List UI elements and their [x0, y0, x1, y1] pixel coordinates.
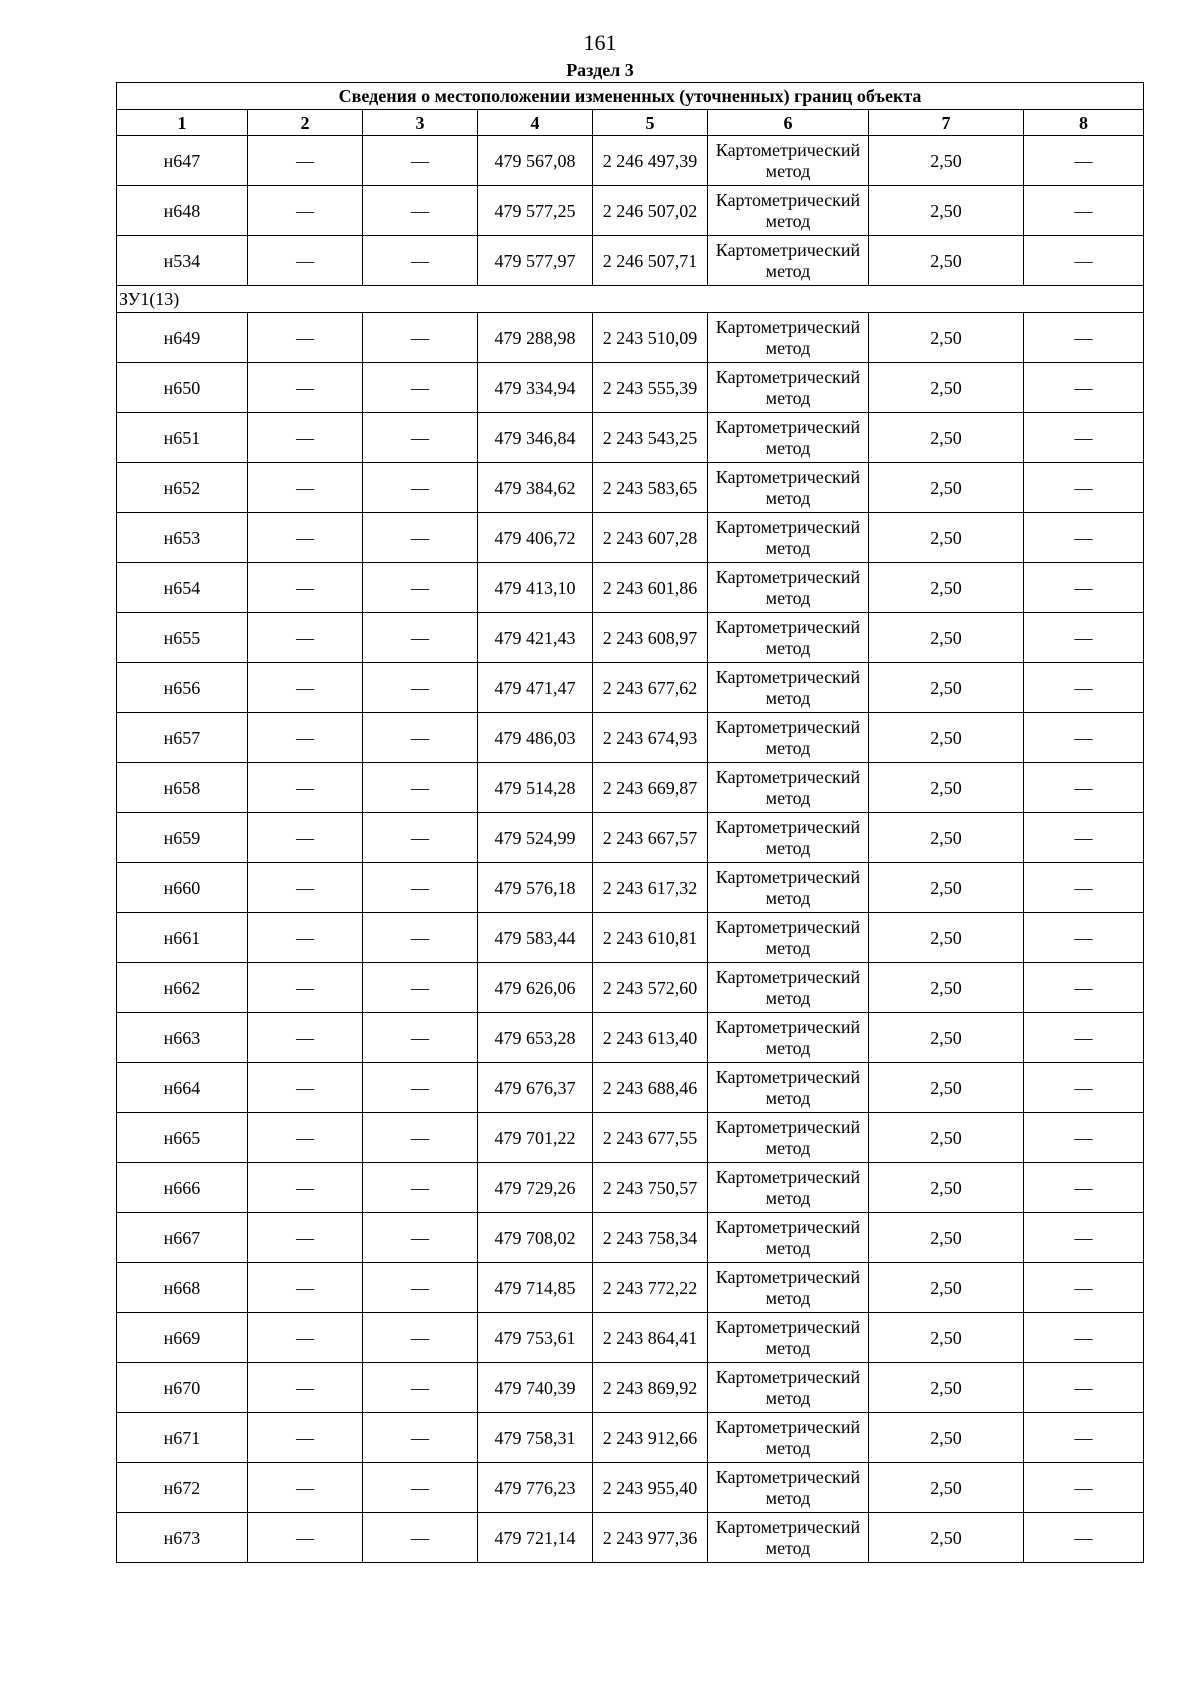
method-cell: Картометрический метод [708, 1413, 869, 1463]
table-row [117, 1013, 1144, 1063]
col3-cell: — [363, 713, 478, 763]
accuracy-cell: 2,50 [869, 313, 1024, 363]
col3-cell: — [363, 963, 478, 1013]
col8-cell: — [1024, 1013, 1144, 1063]
point-id-cell: н653 [117, 513, 248, 563]
point-id-cell: н652 [117, 463, 248, 513]
x-coordinate-cell: 479 346,84 [478, 413, 593, 463]
column-header-6: 6 [708, 110, 869, 136]
y-coordinate-cell: 2 243 677,62 [593, 663, 708, 713]
method-cell: Картометрический метод [708, 513, 869, 563]
accuracy-cell: 2,50 [869, 1213, 1024, 1263]
x-coordinate-cell: 479 758,31 [478, 1413, 593, 1463]
method-cell: Картометрический метод [708, 1213, 869, 1263]
table-row [117, 363, 1144, 413]
col3-cell: — [363, 236, 478, 286]
method-cell: Картометрический метод [708, 1063, 869, 1113]
col2-cell: — [248, 186, 363, 236]
col8-cell: — [1024, 1263, 1144, 1313]
y-coordinate-cell: 2 243 758,34 [593, 1213, 708, 1263]
y-coordinate-cell: 2 243 617,32 [593, 863, 708, 913]
x-coordinate-cell: 479 701,22 [478, 1113, 593, 1163]
y-coordinate-cell: 2 243 601,86 [593, 563, 708, 613]
y-coordinate-cell: 2 243 864,41 [593, 1313, 708, 1363]
accuracy-cell: 2,50 [869, 1163, 1024, 1213]
table-row [117, 763, 1144, 813]
col3-cell: — [363, 1313, 478, 1363]
y-coordinate-cell: 2 246 507,71 [593, 236, 708, 286]
accuracy-cell: 2,50 [869, 663, 1024, 713]
table-row [117, 186, 1144, 236]
col8-cell: — [1024, 363, 1144, 413]
method-cell: Картометрический метод [708, 763, 869, 813]
method-cell: Картометрический метод [708, 813, 869, 863]
col8-cell: — [1024, 1413, 1144, 1463]
col3-cell: — [363, 313, 478, 363]
col8-cell: — [1024, 963, 1144, 1013]
col8-cell: — [1024, 413, 1144, 463]
col8-cell: — [1024, 1163, 1144, 1213]
col3-cell: — [363, 1363, 478, 1413]
table-row [117, 1413, 1144, 1463]
col3-cell: — [363, 186, 478, 236]
accuracy-cell: 2,50 [869, 1363, 1024, 1413]
table-row [117, 1163, 1144, 1213]
x-coordinate-cell: 479 486,03 [478, 713, 593, 763]
col8-cell: — [1024, 1063, 1144, 1113]
column-header-4: 4 [478, 110, 593, 136]
point-id-cell: н534 [117, 236, 248, 286]
table-row [117, 236, 1144, 286]
col3-cell: — [363, 613, 478, 663]
table-row [117, 413, 1144, 463]
column-header-1: 1 [117, 110, 248, 136]
accuracy-cell: 2,50 [869, 1263, 1024, 1313]
accuracy-cell: 2,50 [869, 1313, 1024, 1363]
x-coordinate-cell: 479 653,28 [478, 1013, 593, 1063]
point-id-cell: н647 [117, 136, 248, 186]
col3-cell: — [363, 1413, 478, 1463]
x-coordinate-cell: 479 729,26 [478, 1163, 593, 1213]
col8-cell: — [1024, 913, 1144, 963]
col2-cell: — [248, 613, 363, 663]
col2-cell: — [248, 363, 363, 413]
y-coordinate-cell: 2 243 667,57 [593, 813, 708, 863]
method-cell: Картометрический метод [708, 1313, 869, 1363]
col3-cell: — [363, 513, 478, 563]
col8-cell: — [1024, 1213, 1144, 1263]
y-coordinate-cell: 2 243 608,97 [593, 613, 708, 663]
col3-cell: — [363, 813, 478, 863]
y-coordinate-cell: 2 243 510,09 [593, 313, 708, 363]
point-id-cell: н648 [117, 186, 248, 236]
accuracy-cell: 2,50 [869, 1063, 1024, 1113]
x-coordinate-cell: 479 567,08 [478, 136, 593, 186]
col3-cell: — [363, 1113, 478, 1163]
y-coordinate-cell: 2 243 674,93 [593, 713, 708, 763]
col8-cell: — [1024, 236, 1144, 286]
method-cell: Картометрический метод [708, 613, 869, 663]
method-cell: Картометрический метод [708, 913, 869, 963]
point-id-cell: н671 [117, 1413, 248, 1463]
column-header-7: 7 [869, 110, 1024, 136]
accuracy-cell: 2,50 [869, 413, 1024, 463]
column-header-5: 5 [593, 110, 708, 136]
point-id-cell: н672 [117, 1463, 248, 1513]
col3-cell: — [363, 863, 478, 913]
col8-cell: — [1024, 313, 1144, 363]
col2-cell: — [248, 1013, 363, 1063]
table-row [117, 563, 1144, 613]
col8-cell: — [1024, 613, 1144, 663]
x-coordinate-cell: 479 708,02 [478, 1213, 593, 1263]
table-row [117, 1463, 1144, 1513]
col2-cell: — [248, 463, 363, 513]
col8-cell: — [1024, 863, 1144, 913]
point-id-cell: н663 [117, 1013, 248, 1063]
col8-cell: — [1024, 563, 1144, 613]
col8-cell: — [1024, 1513, 1144, 1563]
point-id-cell: н656 [117, 663, 248, 713]
x-coordinate-cell: 479 753,61 [478, 1313, 593, 1363]
y-coordinate-cell: 2 243 869,92 [593, 1363, 708, 1413]
table-row [117, 713, 1144, 763]
col3-cell: — [363, 463, 478, 513]
accuracy-cell: 2,50 [869, 136, 1024, 186]
point-id-cell: н665 [117, 1113, 248, 1163]
method-cell: Картометрический метод [708, 1013, 869, 1063]
x-coordinate-cell: 479 583,44 [478, 913, 593, 963]
page-number: 161 [583, 30, 617, 55]
col2-cell: — [248, 1463, 363, 1513]
point-id-cell: н668 [117, 1263, 248, 1313]
point-id-cell: н670 [117, 1363, 248, 1413]
point-id-cell: н659 [117, 813, 248, 863]
table-row [117, 963, 1144, 1013]
method-cell: Картометрический метод [708, 363, 869, 413]
accuracy-cell: 2,50 [869, 613, 1024, 663]
method-cell: Картометрический метод [708, 236, 869, 286]
table-row [117, 1063, 1144, 1113]
accuracy-cell: 2,50 [869, 963, 1024, 1013]
y-coordinate-cell: 2 243 543,25 [593, 413, 708, 463]
accuracy-cell: 2,50 [869, 186, 1024, 236]
col2-cell: — [248, 813, 363, 863]
accuracy-cell: 2,50 [869, 1413, 1024, 1463]
col3-cell: — [363, 763, 478, 813]
table-row [117, 863, 1144, 913]
point-id-cell: н655 [117, 613, 248, 663]
col3-cell: — [363, 913, 478, 963]
col8-cell: — [1024, 136, 1144, 186]
accuracy-cell: 2,50 [869, 763, 1024, 813]
x-coordinate-cell: 479 406,72 [478, 513, 593, 563]
point-id-cell: н649 [117, 313, 248, 363]
col2-cell: — [248, 1413, 363, 1463]
point-id-cell: н662 [117, 963, 248, 1013]
y-coordinate-cell: 2 243 613,40 [593, 1013, 708, 1063]
accuracy-cell: 2,50 [869, 463, 1024, 513]
y-coordinate-cell: 2 243 583,65 [593, 463, 708, 513]
col2-cell: — [248, 313, 363, 363]
y-coordinate-cell: 2 246 507,02 [593, 186, 708, 236]
y-coordinate-cell: 2 243 977,36 [593, 1513, 708, 1563]
x-coordinate-cell: 479 721,14 [478, 1513, 593, 1563]
x-coordinate-cell: 479 421,43 [478, 613, 593, 663]
method-cell: Картометрический метод [708, 1163, 869, 1213]
point-id-cell: н666 [117, 1163, 248, 1213]
col3-cell: — [363, 363, 478, 413]
col2-cell: — [248, 1313, 363, 1363]
table-row [117, 136, 1144, 186]
y-coordinate-cell: 2 243 912,66 [593, 1413, 708, 1463]
col8-cell: — [1024, 463, 1144, 513]
accuracy-cell: 2,50 [869, 236, 1024, 286]
col8-cell: — [1024, 813, 1144, 863]
y-coordinate-cell: 2 243 750,57 [593, 1163, 708, 1213]
col2-cell: — [248, 236, 363, 286]
x-coordinate-cell: 479 577,97 [478, 236, 593, 286]
method-cell: Картометрический метод [708, 663, 869, 713]
x-coordinate-cell: 479 384,62 [478, 463, 593, 513]
group-row [117, 286, 1144, 313]
y-coordinate-cell: 2 246 497,39 [593, 136, 708, 186]
col2-cell: — [248, 413, 363, 463]
col2-cell: — [248, 1263, 363, 1313]
col2-cell: — [248, 563, 363, 613]
group-label: ЗУ1(13) [117, 286, 1144, 313]
method-cell: Картометрический метод [708, 1113, 869, 1163]
column-header-3: 3 [363, 110, 478, 136]
method-cell: Картометрический метод [708, 1263, 869, 1313]
method-cell: Картометрический метод [708, 413, 869, 463]
accuracy-cell: 2,50 [869, 363, 1024, 413]
col2-cell: — [248, 863, 363, 913]
y-coordinate-cell: 2 243 669,87 [593, 763, 708, 813]
x-coordinate-cell: 479 288,98 [478, 313, 593, 363]
y-coordinate-cell: 2 243 688,46 [593, 1063, 708, 1113]
col2-cell: — [248, 713, 363, 763]
accuracy-cell: 2,50 [869, 1113, 1024, 1163]
y-coordinate-cell: 2 243 572,60 [593, 963, 708, 1013]
point-id-cell: н651 [117, 413, 248, 463]
point-id-cell: н660 [117, 863, 248, 913]
method-cell: Картометрический метод [708, 463, 869, 513]
x-coordinate-cell: 479 577,25 [478, 186, 593, 236]
table-body [117, 136, 1144, 1563]
col3-cell: — [363, 413, 478, 463]
accuracy-cell: 2,50 [869, 1513, 1024, 1563]
col2-cell: — [248, 1213, 363, 1263]
col8-cell: — [1024, 513, 1144, 563]
col8-cell: — [1024, 1113, 1144, 1163]
method-cell: Картометрический метод [708, 963, 869, 1013]
col3-cell: — [363, 136, 478, 186]
col3-cell: — [363, 1513, 478, 1563]
y-coordinate-cell: 2 243 607,28 [593, 513, 708, 563]
x-coordinate-cell: 479 334,94 [478, 363, 593, 413]
col2-cell: — [248, 1063, 363, 1113]
x-coordinate-cell: 479 514,28 [478, 763, 593, 813]
col3-cell: — [363, 1063, 478, 1113]
col3-cell: — [363, 1013, 478, 1063]
col8-cell: — [1024, 1313, 1144, 1363]
col2-cell: — [248, 663, 363, 713]
x-coordinate-cell: 479 740,39 [478, 1363, 593, 1413]
col2-cell: — [248, 513, 363, 563]
table-row [117, 1313, 1144, 1363]
y-coordinate-cell: 2 243 610,81 [593, 913, 708, 963]
point-id-cell: н658 [117, 763, 248, 813]
method-cell: Картометрический метод [708, 186, 869, 236]
method-cell: Картометрический метод [708, 863, 869, 913]
col3-cell: — [363, 1213, 478, 1263]
col8-cell: — [1024, 186, 1144, 236]
method-cell: Картометрический метод [708, 136, 869, 186]
accuracy-cell: 2,50 [869, 513, 1024, 563]
point-id-cell: н650 [117, 363, 248, 413]
y-coordinate-cell: 2 243 555,39 [593, 363, 708, 413]
section-title: Раздел 3 [566, 60, 634, 80]
table-row [117, 1263, 1144, 1313]
col8-cell: — [1024, 713, 1144, 763]
table-row [117, 663, 1144, 713]
column-header-8: 8 [1024, 110, 1144, 136]
y-coordinate-cell: 2 243 955,40 [593, 1463, 708, 1513]
table-row [117, 613, 1144, 663]
accuracy-cell: 2,50 [869, 563, 1024, 613]
col2-cell: — [248, 763, 363, 813]
col2-cell: — [248, 963, 363, 1013]
col2-cell: — [248, 136, 363, 186]
point-id-cell: н673 [117, 1513, 248, 1563]
y-coordinate-cell: 2 243 677,55 [593, 1113, 708, 1163]
col3-cell: — [363, 663, 478, 713]
table-caption: Сведения о местоположении измененных (уточненных) границ объекта [117, 83, 1144, 110]
col2-cell: — [248, 1163, 363, 1213]
method-cell: Картометрический метод [708, 1463, 869, 1513]
method-cell: Картометрический метод [708, 1513, 869, 1563]
accuracy-cell: 2,50 [869, 1013, 1024, 1063]
table-row [117, 1513, 1144, 1563]
col8-cell: — [1024, 663, 1144, 713]
column-header-2: 2 [248, 110, 363, 136]
point-id-cell: н661 [117, 913, 248, 963]
col3-cell: — [363, 1263, 478, 1313]
boundary-coordinates-table [116, 82, 1144, 1563]
table-row [117, 913, 1144, 963]
x-coordinate-cell: 479 524,99 [478, 813, 593, 863]
col3-cell: — [363, 563, 478, 613]
table-row [117, 813, 1144, 863]
col2-cell: — [248, 1513, 363, 1563]
col2-cell: — [248, 1113, 363, 1163]
table-row [117, 313, 1144, 363]
table-row [117, 513, 1144, 563]
x-coordinate-cell: 479 413,10 [478, 563, 593, 613]
accuracy-cell: 2,50 [869, 713, 1024, 763]
table-row [117, 1113, 1144, 1163]
y-coordinate-cell: 2 243 772,22 [593, 1263, 708, 1313]
point-id-cell: н669 [117, 1313, 248, 1363]
table-row [117, 463, 1144, 513]
point-id-cell: н654 [117, 563, 248, 613]
x-coordinate-cell: 479 471,47 [478, 663, 593, 713]
table-row [117, 1363, 1144, 1413]
col2-cell: — [248, 1363, 363, 1413]
col3-cell: — [363, 1163, 478, 1213]
accuracy-cell: 2,50 [869, 913, 1024, 963]
col8-cell: — [1024, 1363, 1144, 1413]
accuracy-cell: 2,50 [869, 1463, 1024, 1513]
col8-cell: — [1024, 763, 1144, 813]
accuracy-cell: 2,50 [869, 813, 1024, 863]
x-coordinate-cell: 479 776,23 [478, 1463, 593, 1513]
col3-cell: — [363, 1463, 478, 1513]
point-id-cell: н667 [117, 1213, 248, 1263]
x-coordinate-cell: 479 676,37 [478, 1063, 593, 1113]
point-id-cell: н657 [117, 713, 248, 763]
method-cell: Картометрический метод [708, 713, 869, 763]
x-coordinate-cell: 479 576,18 [478, 863, 593, 913]
method-cell: Картометрический метод [708, 1363, 869, 1413]
table-row [117, 1213, 1144, 1263]
point-id-cell: н664 [117, 1063, 248, 1113]
x-coordinate-cell: 479 626,06 [478, 963, 593, 1013]
x-coordinate-cell: 479 714,85 [478, 1263, 593, 1313]
col8-cell: — [1024, 1463, 1144, 1513]
method-cell: Картометрический метод [708, 313, 869, 363]
method-cell: Картометрический метод [708, 563, 869, 613]
accuracy-cell: 2,50 [869, 863, 1024, 913]
col2-cell: — [248, 913, 363, 963]
